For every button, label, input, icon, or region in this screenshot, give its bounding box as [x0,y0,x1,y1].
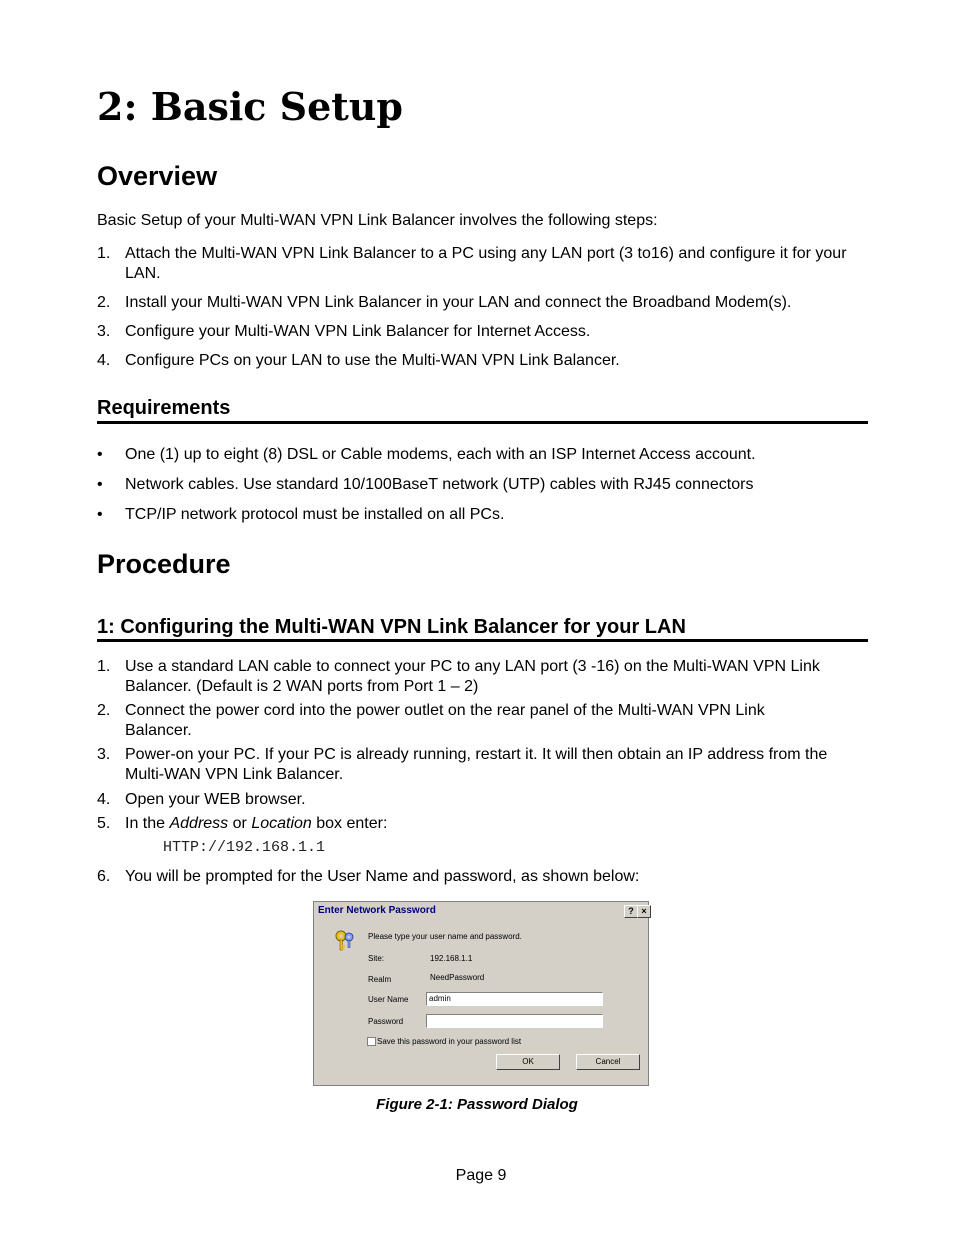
list-number: 5. [97,815,111,832]
list-number: 4. [97,352,111,369]
list-item-text: Power-on your PC. If your PC is already running, restart it. It will then obtain an IP address from the Multi-WAN VPN Link Balancer. [125,746,828,783]
procedure-heading: Procedure [97,549,231,579]
help-button[interactable]: ? [624,905,638,918]
save-password-checkbox[interactable] [367,1037,376,1046]
figure-caption: Figure 2-1: Password Dialog [376,1096,578,1113]
list-number: 2. [97,294,111,311]
username-label: User Name [368,995,409,1004]
bullet-icon: • [97,476,103,493]
list-item-text: Open your WEB browser. [125,791,306,808]
list-number: 6. [97,868,111,885]
list-number: 3. [97,323,111,340]
list-item-text: Configure PCs on your LAN to use the Multi-WAN VPN Link Balancer. [125,352,620,369]
list-item-text: Attach the Multi-WAN VPN Link Balancer to a PC using any LAN port (3 to16) and configure it for your LAN. [125,245,847,282]
list-item-text: Configure your Multi-WAN VPN Link Balancer for Internet Access. [125,323,591,340]
heading-rule [97,639,868,642]
list-item-text: Network cables. Use standard 10/100BaseT network (UTP) cables with RJ45 connectors [125,476,754,493]
list-item-text: TCP/IP network protocol must be installed on all PCs. [125,506,505,523]
procedure-subheading: 1: Configuring the Multi-WAN VPN Link Balancer for your LAN [97,616,686,638]
list-item-text: Install your Multi-WAN VPN Link Balancer in your LAN and connect the Broadband Modem(s). [125,294,792,311]
keys-icon [333,928,357,952]
dialog-title: Enter Network Password [318,905,436,916]
url-example: HTTP://192.168.1.1 [163,839,326,856]
list-number: 4. [97,791,111,808]
bullet-icon: • [97,506,103,523]
heading-rule [97,421,868,424]
dialog-prompt: Please type your user name and password. [368,932,522,941]
close-button[interactable]: × [637,905,651,918]
save-password-label: Save this password in your password list [377,1037,522,1046]
dialog-titlebar [316,904,646,918]
list-item-text: One (1) up to eight (8) DSL or Cable modems, each with an ISP Internet Access account. [125,446,756,463]
site-value: 192.168.1.1 [430,954,473,963]
list-number: 1. [97,245,111,262]
password-dialog [313,901,649,1086]
cancel-button[interactable]: Cancel [576,1054,640,1070]
page-number: Page 9 [455,1167,507,1184]
list-item-text: Use a standard LAN cable to connect your PC to any LAN port (3 -16) on the Multi-WAN VPN Link Balancer. (Default is 2 WAN ports from Port 1 – 2) [125,658,820,695]
requirements-heading: Requirements [97,397,231,419]
bullet-icon: • [97,446,103,463]
chapter-title: 2: Basic Setup [97,84,404,129]
password-input[interactable] [426,1014,603,1028]
list-number: 3. [97,746,111,763]
site-label: Site: [368,954,385,963]
step5-post: box enter: [311,815,388,832]
ok-button[interactable]: OK [496,1054,560,1070]
password-label: Password [368,1017,404,1026]
overview-intro: Basic Setup of your Multi-WAN VPN Link Balancer involves the following steps: [97,212,658,229]
overview-heading: Overview [97,161,218,191]
list-item-text: Connect the power cord into the power outlet on the rear panel of the Multi-WAN VPN Link Balancer. [125,702,765,739]
realm-value: NeedPassword [430,973,485,982]
list-number: 2. [97,702,111,719]
list-item-text: You will be prompted for the User Name and password, as shown below: [125,868,640,885]
list-item-text [125,814,868,834]
list-number: 1. [97,658,111,675]
step5-pre: In the [125,815,170,832]
address-term: Address [169,815,229,832]
realm-label: Realm [368,975,392,984]
username-input[interactable]: admin [426,992,603,1006]
location-term: Location [251,815,312,832]
step5-or: or [228,815,252,832]
